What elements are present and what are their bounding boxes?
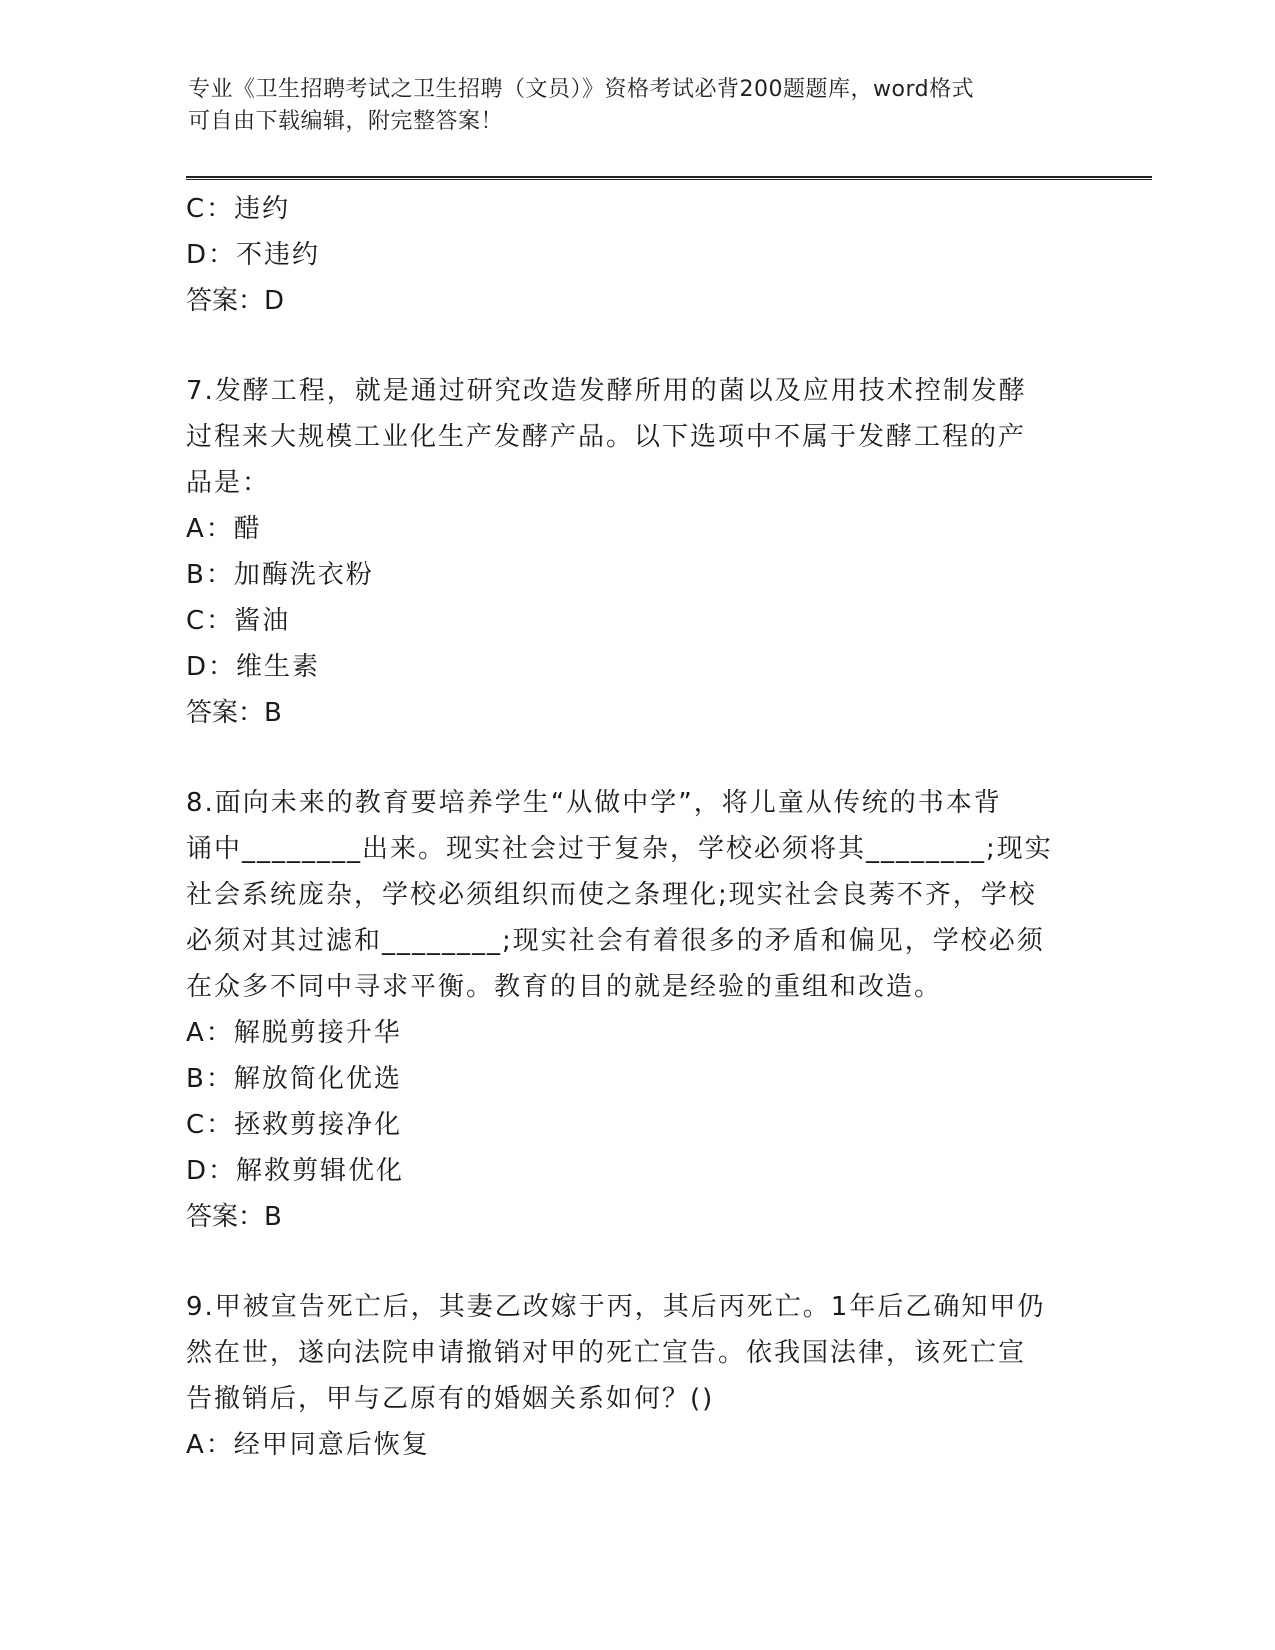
option-c: C：酱油 (186, 606, 291, 636)
header-divider (186, 176, 1152, 180)
spacer (186, 736, 1086, 780)
question-content (186, 186, 1086, 1468)
previous-question-tail (186, 186, 1086, 324)
header-line-2: 可自由下载编辑，附完整答案！ (188, 109, 504, 134)
document-header (188, 74, 1088, 138)
spacer (186, 1240, 1086, 1284)
option-d: D：不违约 (186, 240, 321, 270)
question-stem-line: 9.甲被宣告死亡后，其妻乙改嫁于丙，其后丙死亡。1年后乙确知甲仍 (186, 1292, 1046, 1322)
question-9 (186, 1284, 1086, 1468)
option-d: D：维生素 (186, 652, 321, 682)
question-stem-line: 社会系统庞杂，学校必须组织而使之条理化;现实社会良莠不齐，学校 (186, 880, 1037, 910)
question-stem-line: 在众多不同中寻求平衡。教育的目的就是经验的重组和改造。 (186, 972, 943, 1002)
question-7 (186, 368, 1086, 736)
question-stem-line: 8.面向未来的教育要培养学生“从做中学”，将儿童从传统的书本背 (186, 788, 1002, 818)
question-stem-line: 品是： (186, 468, 271, 498)
answer: 答案：D (186, 286, 285, 316)
question-stem-line: 诵中________出来。现实社会过于复杂，学校必须将其________;现实 (186, 834, 1053, 864)
option-c: C：拯救剪接净化 (186, 1110, 403, 1140)
option-c: C：违约 (186, 194, 291, 224)
question-8 (186, 780, 1086, 1240)
question-stem-line: 7.发酵工程，就是通过研究改造发酵所用的菌以及应用技术控制发酵 (186, 376, 1027, 406)
option-b: B：加酶洗衣粉 (186, 560, 374, 590)
option-d: D：解救剪辑优化 (186, 1156, 405, 1186)
answer: 答案：B (186, 1202, 282, 1232)
header-line-1: 专业《卫生招聘考试之卫生招聘（文员）》资格考试必背200题题库，word格式 (188, 77, 975, 102)
question-stem-line: 过程来大规模工业化生产发酵产品。以下选项中不属于发酵工程的产 (186, 422, 1027, 452)
answer: 答案：B (186, 698, 282, 728)
question-stem-line: 告撤销后，甲与乙原有的婚姻关系如何？() (186, 1384, 715, 1414)
option-b: B：解放简化优选 (186, 1064, 402, 1094)
spacer (186, 324, 1086, 368)
question-stem-line: 然在世，遂向法院申请撤销对甲的死亡宣告。依我国法律，该死亡宣 (186, 1338, 1027, 1368)
option-a: A：经甲同意后恢复 (186, 1430, 430, 1460)
question-stem-line: 必须对其过滤和________;现实社会有着很多的矛盾和偏见，学校必须 (186, 926, 1045, 956)
option-a: A：解脱剪接升华 (186, 1018, 402, 1048)
option-a: A：醋 (186, 514, 262, 544)
